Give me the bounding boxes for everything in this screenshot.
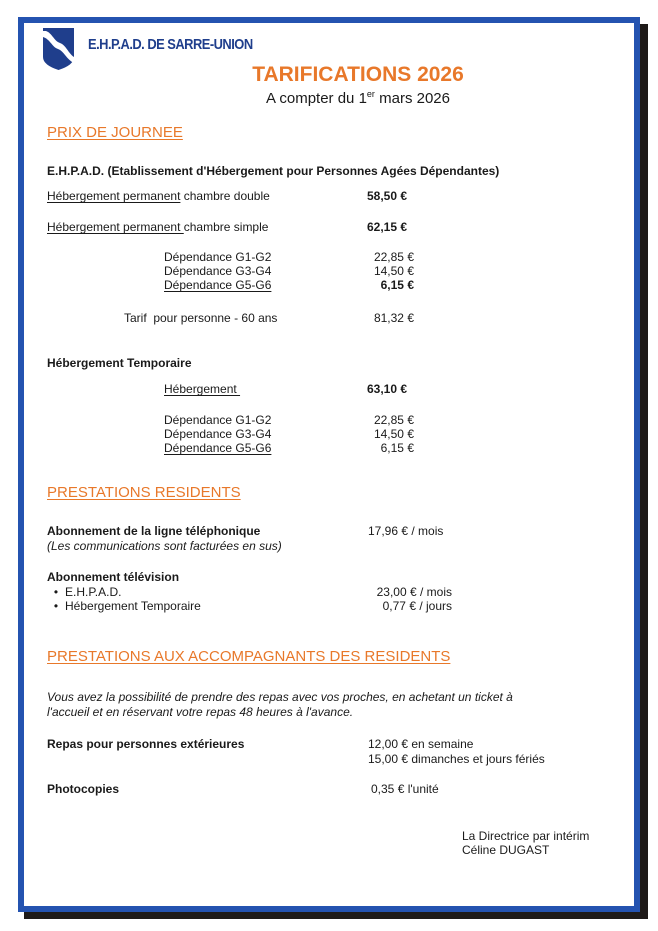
temporaire-heading: Hébergement Temporaire <box>47 356 192 370</box>
bullet-icon: • <box>53 599 59 613</box>
date-suffix: mars 2026 <box>374 90 450 107</box>
row-chambre-double-price: 58,50 € <box>367 189 408 203</box>
repas-price-semaine: 12,00 € en semaine <box>368 737 474 751</box>
dependance-g5g6-label: Dépendance G5-G6 <box>164 278 272 292</box>
effective-date-text <box>266 90 450 107</box>
temporaire-hebergement-label: Hébergement <box>164 382 241 396</box>
row-chambre-simple-price: 62,15 € <box>367 220 408 234</box>
accompagnants-intro-line2: l'accueil et en réservant votre repas 48 heures à l'avance. <box>47 705 354 719</box>
date-prefix: A compter du 1 <box>266 90 367 107</box>
temp-dependance-g1g2-price: 22,85 € <box>373 413 414 427</box>
bullet-icon: • <box>53 585 59 599</box>
accompagnants-intro-line1: Vous avez la possibilité de prendre des repas avec vos proches, en achetant un ticket à <box>47 690 513 704</box>
dependance-g3g4-price: 14,50 € <box>373 264 414 278</box>
temp-dependance-g3g4-price: 14,50 € <box>373 427 414 441</box>
temp-dependance-g5g6-label: Dépendance G5-G6 <box>164 441 272 455</box>
photocopies-label: Photocopies <box>47 782 120 796</box>
dependance-g5g6-price: 6,15 € <box>380 278 414 292</box>
ehpad-heading: E.H.P.A.D. (Etablissement d'Hébergement pour Personnes Agées Dépendantes) <box>47 164 500 178</box>
section-prestations-residents: PRESTATIONS RESIDENTS <box>47 484 241 501</box>
row-chambre-double-label <box>47 189 270 203</box>
label-underlined: Hébergement permanent <box>47 220 184 234</box>
effective-date <box>0 90 658 107</box>
row-chambre-simple-label <box>47 220 268 234</box>
tv-item-temporaire-price: 0,77 € / jours <box>382 599 452 613</box>
repas-label: Repas pour personnes extérieures <box>47 737 245 751</box>
section-prestations-accompagnants: PRESTATIONS AUX ACCOMPAGNANTS DES RESIDENTS <box>47 648 451 665</box>
dependance-g1g2-label: Dépendance G1-G2 <box>164 250 272 264</box>
dependance-g1g2-price: 22,85 € <box>373 250 414 264</box>
tv-item-label: E.H.P.A.D. <box>65 585 122 599</box>
signature-role: La Directrice par intérim <box>462 829 590 843</box>
tv-item-temporaire <box>47 599 201 613</box>
label-underlined: Hébergement permanent <box>47 189 181 203</box>
tv-item-ehpad-price: 23,00 € / mois <box>376 585 452 599</box>
temp-dependance-g5g6-price: 6,15 € <box>380 441 414 455</box>
telephone-label: Abonnement de la ligne téléphonique <box>47 524 261 538</box>
temp-dependance-g3g4-label: Dépendance G3-G4 <box>164 427 272 441</box>
tarif-moins-60-label: Tarif pour personne - 60 ans <box>124 311 278 325</box>
title-text: TARIFICATIONS 2026 <box>252 63 464 86</box>
label-rest: chambre double <box>180 189 270 203</box>
telephone-note: (Les communications sont facturées en sus) <box>47 539 282 553</box>
repas-price-dimanche: 15,00 € dimanches et jours fériés <box>368 752 545 766</box>
temp-dependance-g1g2-label: Dépendance G1-G2 <box>164 413 272 427</box>
organization-name: E.H.P.A.D. DE SARRE-UNION <box>88 36 253 53</box>
temporaire-hebergement-price: 63,10 € <box>367 382 408 396</box>
tv-label: Abonnement télévision <box>47 570 180 584</box>
photocopies-price: 0,35 € l'unité <box>371 782 439 796</box>
page-title <box>0 63 658 87</box>
signature-name: Céline DUGAST <box>462 843 550 857</box>
tv-item-label: Hébergement Temporaire <box>65 599 201 613</box>
label-rest: chambre simple <box>183 220 269 234</box>
dependance-g3g4-label: Dépendance G3-G4 <box>164 264 272 278</box>
section-prix-journee: PRIX DE JOURNEE <box>47 124 183 141</box>
tv-item-ehpad <box>47 585 121 599</box>
telephone-price: 17,96 € / mois <box>368 524 444 538</box>
tarif-moins-60-price: 81,32 € <box>373 311 414 325</box>
page-frame <box>18 17 640 912</box>
date-sup: er <box>366 89 375 99</box>
